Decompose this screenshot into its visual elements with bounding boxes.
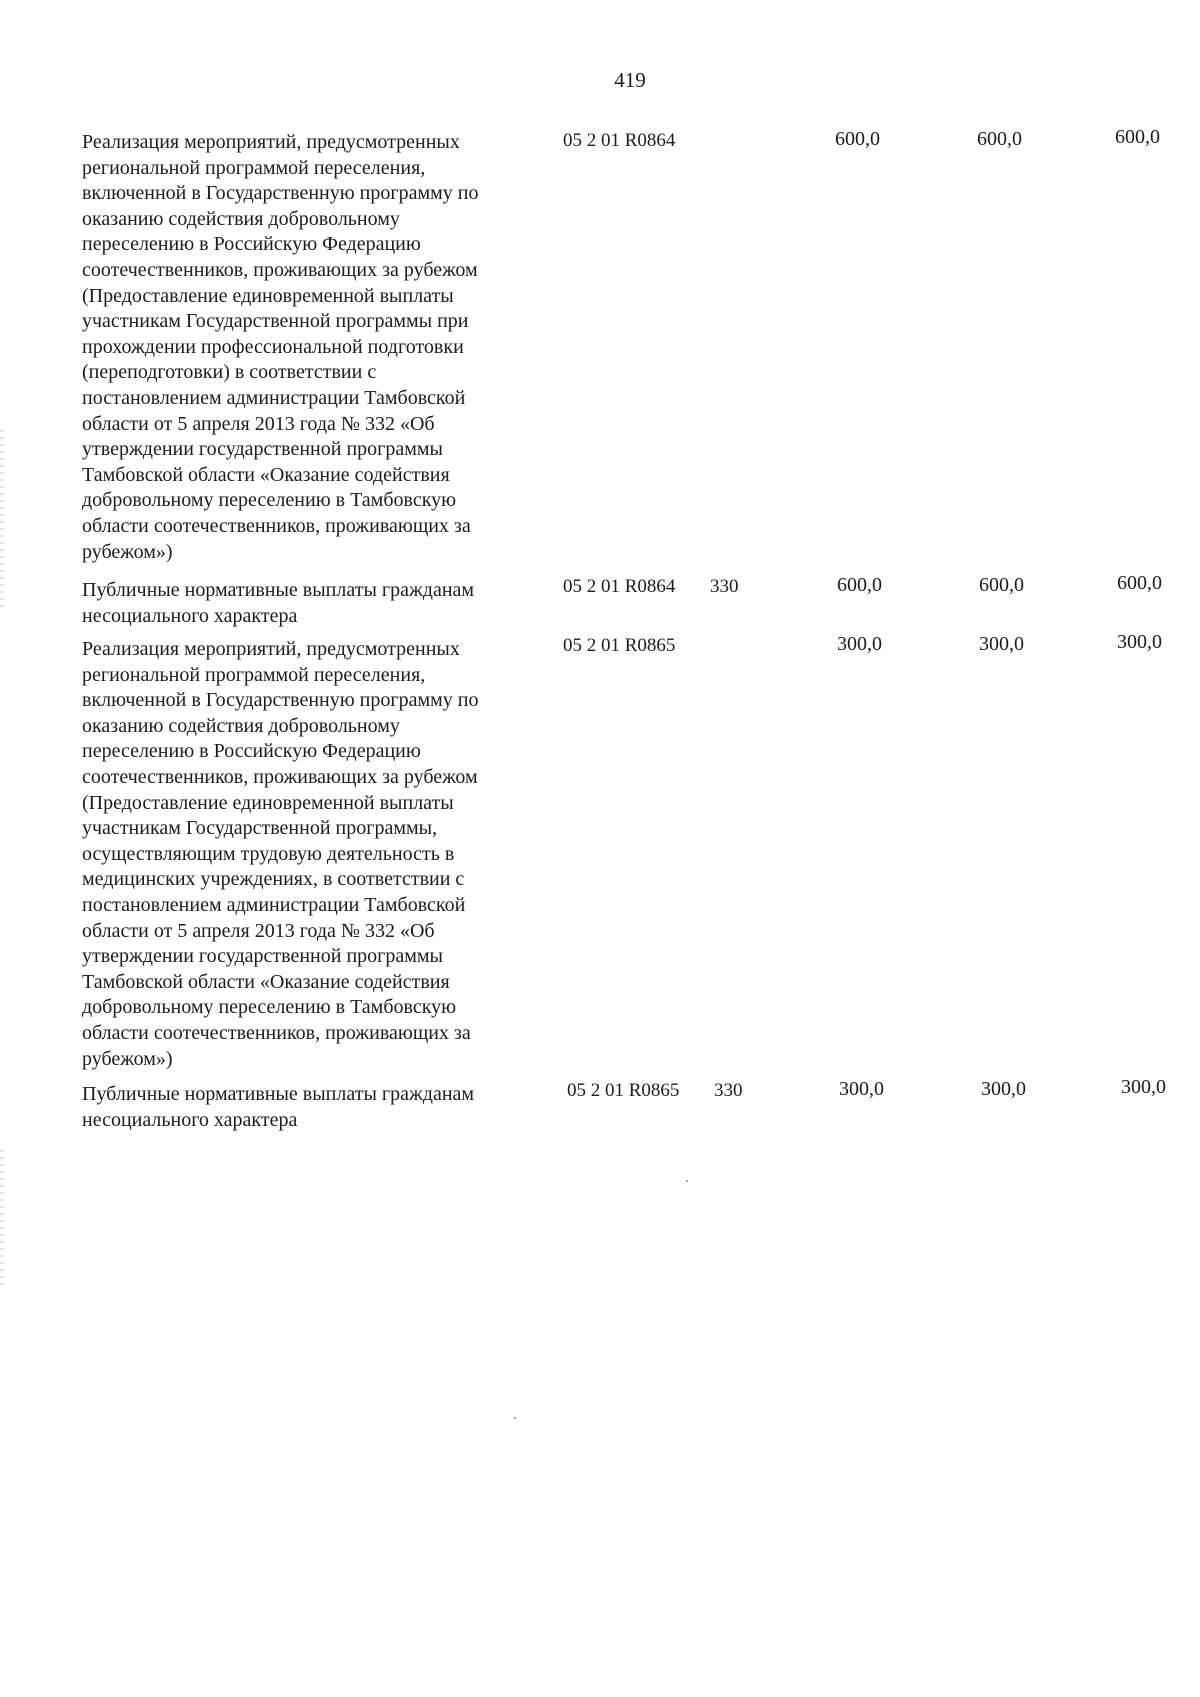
row-target-code: 05 2 01 R0864 — [563, 576, 676, 597]
row-sum-year1: 600,0 — [835, 128, 880, 150]
row-sum-year3: 600,0 — [1115, 126, 1160, 148]
row-description: Реализация мероприятий, предусмотренных региональной программой переселения, включенной в Государственную программу по оказанию содействия добровольному переселению в Российскую Федерацию соотечественников, проживающих за рубежом (Предоставление единовременной выплаты участникам Государственной программы, осуществляющим трудовую деятельность в медицинских учреждениях, в соответствии с постановлением администрации Тамбовской области от 5 апреля 2013 года № 332 «Об утверждении государственной программы Тамбовской области «Оказание содействия добровольному переселению в Тамбовскую области соотечественников, проживающих за рубежом») — [82, 638, 479, 1070]
row-sum-year2: 600,0 — [979, 574, 1024, 596]
row-description: Публичные нормативные выплаты гражданам несоциального характера — [82, 1083, 475, 1131]
row-sum-year2: 300,0 — [979, 633, 1024, 655]
row-description: Реализация мероприятий, предусмотренных региональной программой переселения, включенной в Государственную программу по оказанию содействия добровольному переселению в Российскую Федерацию соотечественников, проживающих за рубежом (Предоставление единовременной выплаты участникам Государственной программы при прохождении профессиональной подготовки (переподготовки) в соответствии с постановлением администрации Тамбовской области от 5 апреля 2013 года № 332 «Об утверждении государственной программы Тамбовской области «Оказание содействия добровольному переселению в Тамбовскую области соотечественников, проживающих за рубежом») — [82, 131, 479, 563]
row-sum-year2: 300,0 — [981, 1078, 1026, 1100]
row-target-code: 05 2 01 R0865 — [567, 1080, 680, 1101]
row-sum-year1: 600,0 — [837, 574, 882, 596]
page-number: 419 — [614, 68, 646, 92]
row-sum-year3: 600,0 — [1117, 572, 1162, 594]
row-sum-year3: 300,0 — [1117, 631, 1162, 653]
scan-speck — [514, 1417, 516, 1419]
scan-speck — [686, 1180, 688, 1182]
row-sum-year1: 300,0 — [837, 633, 882, 655]
row-sum-year2: 600,0 — [977, 128, 1022, 150]
row-sum-year3: 300,0 — [1121, 1076, 1166, 1098]
row-description: Публичные нормативные выплаты гражданам несоциального характера — [82, 579, 475, 627]
row-expense-type: 330 — [714, 1080, 743, 1101]
row-target-code: 05 2 01 R0864 — [563, 130, 676, 151]
row-target-code: 05 2 01 R0865 — [563, 635, 676, 656]
row-sum-year1: 300,0 — [839, 1078, 884, 1100]
scan-artifact — [0, 430, 4, 610]
scan-artifact — [0, 1150, 4, 1290]
row-expense-type: 330 — [710, 576, 739, 597]
